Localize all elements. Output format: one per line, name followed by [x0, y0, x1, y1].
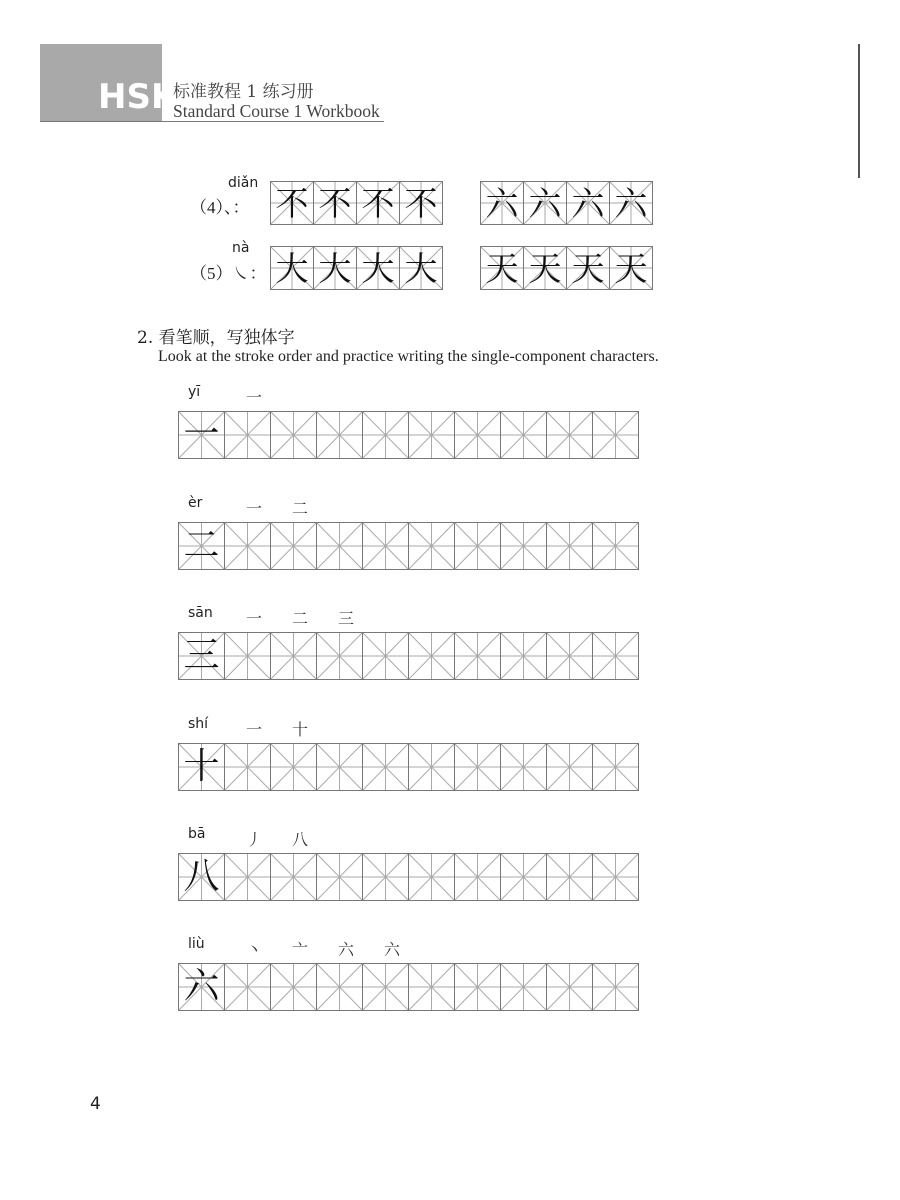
writing-cell[interactable] [546, 411, 593, 459]
cell-guide-lines [455, 523, 500, 569]
page-number: 4 [90, 1094, 101, 1114]
writing-cell[interactable] [500, 743, 547, 791]
writing-grid [178, 853, 638, 901]
practice-cell [270, 181, 314, 225]
cell-guide-lines [455, 412, 500, 458]
practice-cell [480, 246, 524, 290]
practice-char: 不 [361, 183, 395, 223]
cell-guide-lines [317, 964, 362, 1010]
stroke-order-sequence [246, 385, 292, 408]
stroke-order-step: 一 [246, 388, 263, 407]
header-badge-text: HSK [98, 77, 178, 117]
cell-guide-lines [501, 744, 546, 790]
model-char-cell [178, 853, 225, 901]
writing-cell[interactable] [270, 743, 317, 791]
cell-guide-lines [409, 633, 454, 679]
cell-guide-lines [409, 523, 454, 569]
section2-subtitle: Look at the stroke order and practice writing the single-component characters. [158, 348, 659, 365]
writing-cell[interactable] [546, 522, 593, 570]
practice-cell [313, 246, 357, 290]
stroke-pinyin-4: diǎn [228, 175, 259, 191]
char-pinyin: liù [188, 936, 205, 952]
cell-guide-lines [409, 964, 454, 1010]
section2-title: 2. 看笔顺，写独体字 [137, 328, 295, 348]
practice-char: 六 [485, 183, 519, 223]
cell-guide-lines [225, 854, 270, 900]
writing-cell[interactable] [500, 963, 547, 1011]
cell-guide-lines [455, 964, 500, 1010]
writing-cell[interactable] [592, 963, 639, 1011]
writing-cell[interactable] [316, 411, 363, 459]
stroke-order-step: 一 [246, 609, 263, 628]
practice-char: 大 [318, 248, 352, 288]
writing-cell[interactable] [270, 522, 317, 570]
writing-cell[interactable] [500, 411, 547, 459]
model-char: 一 [183, 414, 220, 455]
writing-cell[interactable] [270, 632, 317, 680]
stroke-label-4: （4）、： [190, 198, 250, 217]
practice-char: 不 [275, 183, 309, 223]
header-title-cn: 标准教程 1 练习册 [173, 82, 314, 102]
cell-guide-lines [271, 964, 316, 1010]
writing-grid [178, 743, 638, 791]
page-edge-rule [858, 44, 860, 178]
cell-guide-lines [317, 523, 362, 569]
stroke-order-step: 二 [292, 609, 309, 628]
practice-char: 六 [614, 183, 648, 223]
model-char: 六 [183, 966, 220, 1007]
stroke-order-sequence [246, 827, 338, 850]
practice-char: 大 [404, 248, 438, 288]
cell-guide-lines [547, 633, 592, 679]
practice-char: 六 [528, 183, 562, 223]
writing-cell[interactable] [454, 743, 501, 791]
writing-cell[interactable] [592, 411, 639, 459]
stroke-order-sequence [246, 717, 338, 740]
cell-guide-lines [317, 854, 362, 900]
practice-char: 不 [318, 183, 352, 223]
writing-cell[interactable] [362, 853, 409, 901]
writing-cell[interactable] [592, 522, 639, 570]
writing-cell[interactable] [454, 963, 501, 1011]
cell-guide-lines [501, 412, 546, 458]
practice-cell [523, 246, 567, 290]
stroke-group-5b [480, 246, 652, 290]
practice-char: 不 [404, 183, 438, 223]
writing-cell[interactable] [362, 411, 409, 459]
practice-cell [313, 181, 357, 225]
stroke-order-sequence [246, 937, 430, 960]
writing-grid [178, 632, 638, 680]
writing-cell[interactable] [546, 963, 593, 1011]
model-char-cell [178, 522, 225, 570]
cell-guide-lines [225, 412, 270, 458]
writing-cell[interactable] [362, 632, 409, 680]
cell-guide-lines [501, 523, 546, 569]
writing-cell[interactable] [408, 632, 455, 680]
writing-cell[interactable] [224, 522, 271, 570]
cell-guide-lines [363, 744, 408, 790]
cell-guide-lines [225, 964, 270, 1010]
char-pinyin: yī [188, 384, 201, 400]
cell-guide-lines [271, 633, 316, 679]
model-char: 三 [183, 635, 220, 676]
writing-cell[interactable] [546, 743, 593, 791]
writing-cell[interactable] [592, 853, 639, 901]
cell-guide-lines [363, 964, 408, 1010]
practice-char: 天 [485, 248, 519, 288]
model-char-cell [178, 411, 225, 459]
cell-guide-lines [593, 744, 638, 790]
cell-guide-lines [409, 854, 454, 900]
writing-cell[interactable] [500, 522, 547, 570]
stroke-group-4b [480, 181, 652, 225]
cell-guide-lines [547, 964, 592, 1010]
writing-cell[interactable] [316, 632, 363, 680]
practice-cell [270, 246, 314, 290]
cell-guide-lines [547, 523, 592, 569]
stroke-order-step: 一 [246, 720, 263, 739]
char-pinyin: bā [188, 826, 206, 842]
cell-guide-lines [271, 744, 316, 790]
cell-guide-lines [501, 854, 546, 900]
cell-guide-lines [317, 744, 362, 790]
stroke-order-sequence [246, 606, 384, 629]
stroke-order-sequence [246, 496, 338, 519]
stroke-order-step: 十 [292, 720, 309, 739]
cell-guide-lines [271, 854, 316, 900]
stroke-group-5a [270, 246, 442, 290]
writing-grid [178, 963, 638, 1011]
writing-cell[interactable] [408, 522, 455, 570]
practice-cell [356, 246, 400, 290]
writing-cell[interactable] [362, 963, 409, 1011]
writing-cell[interactable] [546, 632, 593, 680]
practice-cell [399, 181, 443, 225]
stroke-order-step: 丶 [246, 940, 263, 959]
practice-cell [399, 246, 443, 290]
cell-guide-lines [547, 412, 592, 458]
writing-cell[interactable] [224, 963, 271, 1011]
cell-guide-lines [547, 854, 592, 900]
writing-cell[interactable] [408, 743, 455, 791]
writing-cell[interactable] [316, 743, 363, 791]
writing-cell[interactable] [316, 522, 363, 570]
cell-guide-lines [593, 523, 638, 569]
char-pinyin: sān [188, 605, 213, 621]
cell-guide-lines [225, 633, 270, 679]
practice-cell [609, 246, 653, 290]
cell-guide-lines [363, 523, 408, 569]
stroke-order-step: 一 [246, 499, 263, 518]
writing-cell[interactable] [316, 963, 363, 1011]
header-underline [40, 121, 384, 122]
practice-cell [356, 181, 400, 225]
writing-cell[interactable] [362, 743, 409, 791]
cell-guide-lines [317, 633, 362, 679]
practice-char: 天 [571, 248, 605, 288]
cell-guide-lines [547, 744, 592, 790]
practice-cell [609, 181, 653, 225]
stroke-group-4a [270, 181, 442, 225]
model-char-cell [178, 963, 225, 1011]
writing-cell[interactable] [500, 853, 547, 901]
practice-char: 大 [275, 248, 309, 288]
writing-cell[interactable] [454, 522, 501, 570]
practice-cell [480, 181, 524, 225]
stroke-order-step: 亠 [292, 940, 309, 959]
writing-cell[interactable] [316, 853, 363, 901]
stroke-order-step: 六 [338, 940, 355, 959]
cell-guide-lines [501, 633, 546, 679]
writing-grid [178, 411, 638, 459]
header-title-en: Standard Course 1 Workbook [173, 101, 380, 121]
cell-guide-lines [409, 412, 454, 458]
practice-cell [566, 181, 610, 225]
cell-guide-lines [225, 523, 270, 569]
practice-char: 天 [528, 248, 562, 288]
writing-cell[interactable] [270, 411, 317, 459]
cell-guide-lines [409, 744, 454, 790]
writing-cell[interactable] [546, 853, 593, 901]
model-char: 八 [183, 856, 220, 897]
writing-cell[interactable] [224, 632, 271, 680]
cell-guide-lines [363, 633, 408, 679]
cell-guide-lines [593, 964, 638, 1010]
cell-guide-lines [455, 744, 500, 790]
practice-cell [566, 246, 610, 290]
writing-cell[interactable] [500, 632, 547, 680]
writing-cell[interactable] [454, 632, 501, 680]
writing-cell[interactable] [362, 522, 409, 570]
writing-cell[interactable] [270, 853, 317, 901]
cell-guide-lines [225, 744, 270, 790]
cell-guide-lines [271, 412, 316, 458]
stroke-order-step: 六 [384, 940, 401, 959]
writing-cell[interactable] [408, 853, 455, 901]
writing-cell[interactable] [454, 411, 501, 459]
writing-cell[interactable] [408, 963, 455, 1011]
cell-guide-lines [593, 854, 638, 900]
writing-cell[interactable] [224, 743, 271, 791]
writing-cell[interactable] [408, 411, 455, 459]
cell-guide-lines [501, 964, 546, 1010]
practice-char: 大 [361, 248, 395, 288]
writing-cell[interactable] [270, 963, 317, 1011]
stroke-order-step: 二 [292, 499, 309, 518]
practice-char: 六 [571, 183, 605, 223]
cell-guide-lines [455, 633, 500, 679]
char-pinyin: èr [188, 495, 203, 511]
cell-guide-lines [271, 523, 316, 569]
writing-cell[interactable] [592, 632, 639, 680]
writing-cell[interactable] [224, 853, 271, 901]
model-char: 二 [183, 525, 220, 566]
cell-guide-lines [593, 412, 638, 458]
stroke-order-step: 八 [292, 830, 309, 849]
stroke-order-step: 三 [338, 609, 355, 628]
char-pinyin: shí [188, 716, 209, 732]
practice-char: 天 [614, 248, 648, 288]
model-char-cell [178, 632, 225, 680]
stroke-pinyin-5: nà [232, 240, 250, 256]
cell-guide-lines [363, 854, 408, 900]
writing-cell[interactable] [224, 411, 271, 459]
cell-guide-lines [593, 633, 638, 679]
model-char: 十 [183, 746, 220, 787]
stroke-label-5: （5）㇏： [190, 264, 267, 283]
writing-cell[interactable] [454, 853, 501, 901]
writing-grid [178, 522, 638, 570]
model-char-cell [178, 743, 225, 791]
stroke-order-step: 丿 [246, 830, 263, 849]
cell-guide-lines [455, 854, 500, 900]
writing-cell[interactable] [592, 743, 639, 791]
cell-guide-lines [363, 412, 408, 458]
practice-cell [523, 181, 567, 225]
cell-guide-lines [317, 412, 362, 458]
